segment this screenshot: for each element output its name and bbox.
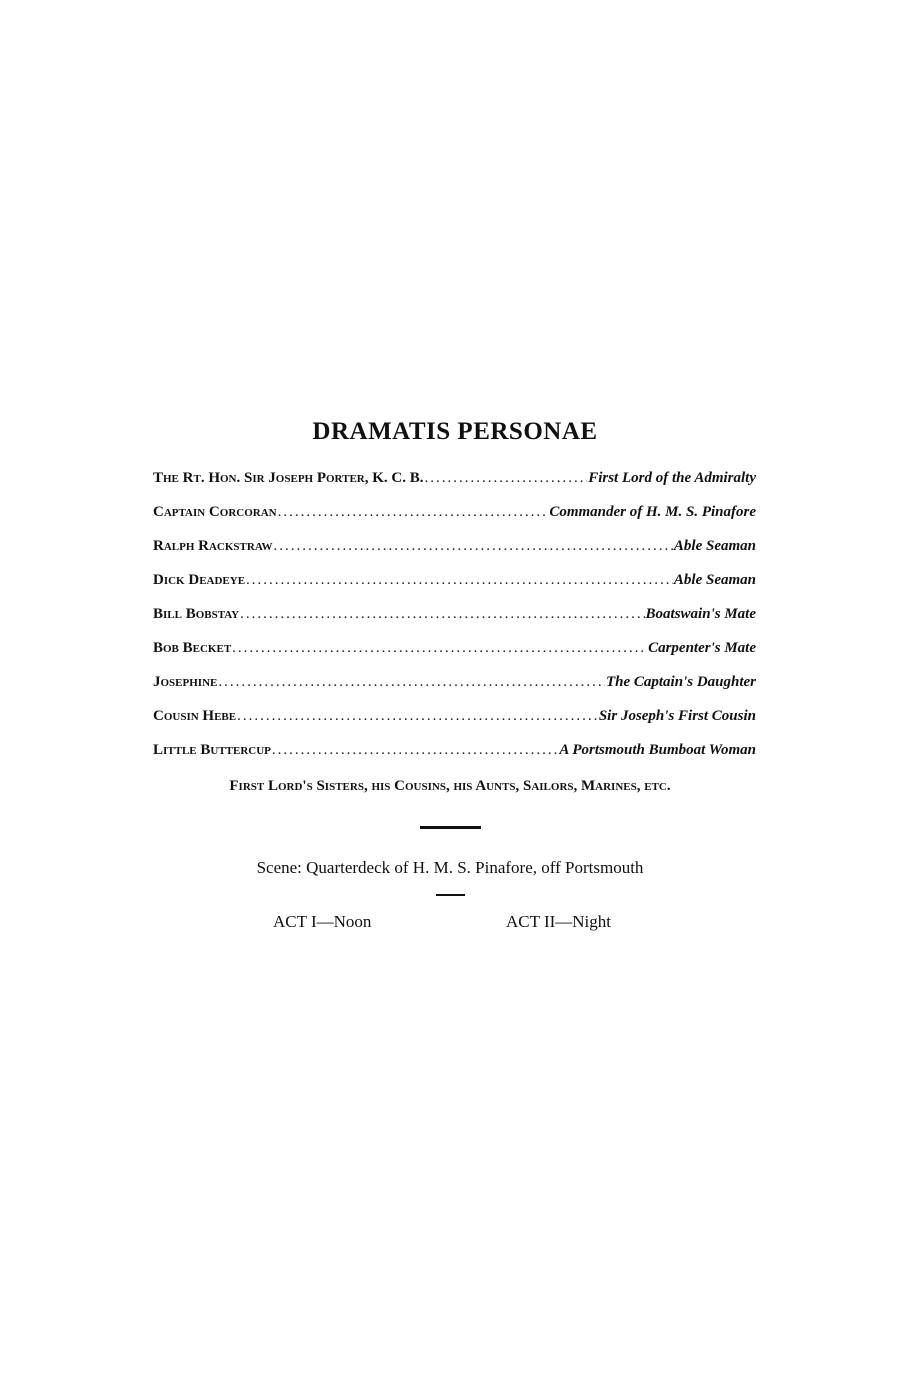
character-name: Bill Bobstay: [153, 606, 240, 622]
character-role: Sir Joseph's First Cousin: [598, 708, 756, 724]
dot-leader: [246, 572, 673, 589]
section-divider: [420, 826, 481, 829]
character-role: The Captain's Daughter: [605, 674, 756, 690]
cast-row-cousin-hebe: [153, 708, 756, 742]
act-two-label: ACT II—Night: [506, 912, 611, 931]
dot-leader: [218, 674, 605, 691]
character-role: Boatswain's Mate: [645, 606, 756, 622]
character-name: Bob Becket: [153, 640, 232, 656]
dot-leader: [278, 504, 549, 521]
dot-leader: [232, 640, 647, 657]
dot-leader: [237, 708, 598, 725]
page-title: DRAMATIS PERSONAE: [312, 418, 598, 445]
cast-list: [153, 470, 756, 776]
dot-leader: [274, 538, 673, 555]
character-name: The Rt. Hon. Sir Joseph Porter, K. C. B.: [153, 470, 424, 486]
character-name: Captain Corcoran: [153, 504, 277, 520]
character-role: Carpenter's Mate: [648, 640, 756, 656]
short-divider: [436, 894, 465, 896]
cast-row-captain-corcoran: [153, 504, 756, 538]
character-name: Ralph Rackstraw: [153, 538, 273, 554]
character-name: Dick Deadeye: [153, 572, 246, 588]
cast-row-little-buttercup: [153, 742, 756, 776]
act-one-label: ACT I—Noon: [273, 912, 372, 931]
cast-row-sir-joseph: [153, 470, 756, 504]
character-role: Able Seaman: [673, 538, 756, 554]
chorus-line: First Lord's Sisters, his Cousins, his Aunts, Sailors, Marines, etc.: [229, 778, 671, 794]
cast-row-bob-becket: [153, 640, 756, 674]
character-role: Able Seaman: [673, 572, 756, 588]
dot-leader: [272, 742, 558, 759]
character-name: Cousin Hebe: [153, 708, 237, 724]
character-role: First Lord of the Admiralty: [588, 470, 756, 486]
dot-leader: [425, 470, 588, 487]
cast-row-josephine: [153, 674, 756, 708]
character-role: Commander of H. M. S. Pinafore: [549, 504, 756, 520]
scene-description: Scene: Quarterdeck of H. M. S. Pinafore, off Portsmouth: [256, 858, 644, 877]
cast-row-dick-deadeye: [153, 572, 756, 606]
character-name: Little Buttercup: [153, 742, 271, 758]
dot-leader: [240, 606, 644, 623]
character-role: A Portsmouth Bumboat Woman: [559, 742, 756, 758]
cast-row-bill-bobstay: [153, 606, 756, 640]
character-name: Josephine: [153, 674, 218, 690]
cast-row-ralph-rackstraw: [153, 538, 756, 572]
